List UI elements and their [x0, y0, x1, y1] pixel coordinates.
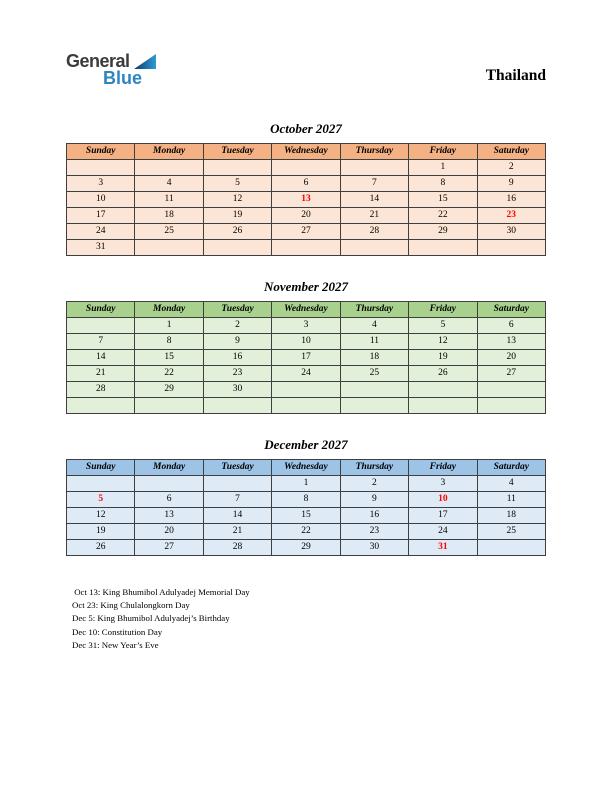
day-cell: 10 [272, 334, 340, 350]
day-cell: 15 [272, 508, 340, 524]
empty-cell [340, 160, 408, 176]
day-cell: 31 [67, 240, 135, 256]
empty-cell [203, 160, 271, 176]
month-title: December 2027 [264, 437, 348, 452]
day-cell: 18 [135, 208, 203, 224]
weekday-header-row [67, 302, 546, 318]
weekday-header: Thursday [340, 460, 408, 476]
logo-text-general: General [66, 51, 130, 71]
month-title: November 2027 [263, 279, 349, 294]
day-cell: 9 [203, 334, 271, 350]
day-cell: 16 [340, 508, 408, 524]
holiday-day-cell: 23 [477, 208, 545, 224]
day-cell: 29 [272, 540, 340, 556]
day-cell: 21 [203, 524, 271, 540]
day-cell: 22 [272, 524, 340, 540]
day-cell: 3 [67, 176, 135, 192]
day-cell: 1 [272, 476, 340, 492]
day-cell: 16 [203, 350, 271, 366]
months-container [66, 121, 546, 556]
weekday-header: Thursday [340, 144, 408, 160]
day-cell: 25 [135, 224, 203, 240]
day-cell: 22 [135, 366, 203, 382]
month-block [66, 121, 546, 256]
day-cell: 2 [203, 318, 271, 334]
day-cell: 3 [272, 318, 340, 334]
day-cell: 30 [203, 382, 271, 398]
day-cell: 8 [135, 334, 203, 350]
holiday-line: Oct 13: King Bhumibol Adulyadej Memorial Day [72, 587, 250, 597]
day-cell: 18 [340, 350, 408, 366]
day-cell: 19 [67, 524, 135, 540]
empty-cell [135, 476, 203, 492]
day-cell: 11 [477, 492, 545, 508]
week-row [67, 350, 546, 366]
day-cell: 4 [477, 476, 545, 492]
holiday-line: Dec 10: Constitution Day [72, 626, 163, 637]
empty-cell [135, 398, 203, 414]
day-cell: 4 [340, 318, 408, 334]
empty-cell [340, 398, 408, 414]
day-cell: 17 [409, 508, 477, 524]
day-cell: 22 [409, 208, 477, 224]
month-title: October 2027 [270, 121, 342, 136]
day-cell: 24 [67, 224, 135, 240]
day-cell: 25 [340, 366, 408, 382]
empty-cell [135, 160, 203, 176]
day-cell: 2 [477, 160, 545, 176]
day-cell: 26 [67, 540, 135, 556]
month-block [66, 279, 546, 414]
day-cell: 24 [272, 366, 340, 382]
week-row [67, 476, 546, 492]
weekday-header: Monday [135, 302, 203, 318]
week-row [67, 524, 546, 540]
weekday-header: Friday [409, 144, 477, 160]
day-cell: 24 [409, 524, 477, 540]
month-table [66, 143, 546, 256]
empty-cell [272, 398, 340, 414]
day-cell: 28 [203, 540, 271, 556]
empty-cell [67, 318, 135, 334]
weekday-header: Sunday [67, 144, 135, 160]
day-cell: 19 [203, 208, 271, 224]
holiday-line: Dec 5: King Bhumibol Adulyadej’s Birthday [72, 613, 230, 624]
week-row [67, 334, 546, 350]
day-cell: 17 [67, 208, 135, 224]
day-cell: 27 [477, 366, 545, 382]
weekday-header: Saturday [477, 460, 545, 476]
day-cell: 2 [340, 476, 408, 492]
weekday-header: Tuesday [203, 144, 271, 160]
page-header [66, 52, 546, 98]
day-cell: 18 [477, 508, 545, 524]
day-cell: 11 [340, 334, 408, 350]
weekday-header: Thursday [340, 302, 408, 318]
weekday-header: Wednesday [272, 460, 340, 476]
weekday-header: Monday [135, 144, 203, 160]
day-cell: 17 [272, 350, 340, 366]
week-row [67, 208, 546, 224]
empty-cell [203, 398, 271, 414]
holiday-line: Dec 31: New Year’s Eve [72, 639, 159, 650]
empty-cell [477, 398, 545, 414]
weekday-header: Sunday [67, 302, 135, 318]
empty-cell [272, 160, 340, 176]
weekday-header: Saturday [477, 302, 545, 318]
day-cell: 8 [272, 492, 340, 508]
day-cell: 26 [203, 224, 271, 240]
day-cell: 13 [135, 508, 203, 524]
day-cell: 5 [203, 176, 271, 192]
holiday-day-cell: 31 [409, 540, 477, 556]
day-cell: 19 [409, 350, 477, 366]
week-row [67, 508, 546, 524]
day-cell: 1 [409, 160, 477, 176]
month-table [66, 301, 546, 414]
empty-cell [409, 398, 477, 414]
weekday-header: Tuesday [203, 302, 271, 318]
day-cell: 1 [135, 318, 203, 334]
empty-cell [409, 240, 477, 256]
week-row [67, 224, 546, 240]
weekday-header: Friday [409, 302, 477, 318]
weekday-header-row [67, 144, 546, 160]
day-cell: 23 [203, 366, 271, 382]
week-row [67, 318, 546, 334]
empty-cell [203, 476, 271, 492]
holiday-day-cell: 10 [409, 492, 477, 508]
day-cell: 21 [340, 208, 408, 224]
day-cell: 20 [135, 524, 203, 540]
weekday-header: Wednesday [272, 302, 340, 318]
week-row [67, 382, 546, 398]
day-cell: 20 [477, 350, 545, 366]
day-cell: 12 [67, 508, 135, 524]
week-row [67, 240, 546, 256]
week-row [67, 366, 546, 382]
day-cell: 4 [135, 176, 203, 192]
day-cell: 16 [477, 192, 545, 208]
empty-cell [340, 382, 408, 398]
empty-cell [135, 240, 203, 256]
day-cell: 30 [340, 540, 408, 556]
day-cell: 7 [340, 176, 408, 192]
weekday-header: Tuesday [203, 460, 271, 476]
day-cell: 23 [340, 524, 408, 540]
day-cell: 27 [135, 540, 203, 556]
day-cell: 11 [135, 192, 203, 208]
day-cell: 13 [477, 334, 545, 350]
day-cell: 7 [203, 492, 271, 508]
day-cell: 29 [409, 224, 477, 240]
day-cell: 12 [203, 192, 271, 208]
day-cell: 9 [340, 492, 408, 508]
empty-cell [203, 240, 271, 256]
day-cell: 29 [135, 382, 203, 398]
weekday-header: Sunday [67, 460, 135, 476]
holiday-list [72, 586, 546, 652]
day-cell: 6 [135, 492, 203, 508]
day-cell: 26 [409, 366, 477, 382]
day-cell: 5 [409, 318, 477, 334]
day-cell: 6 [272, 176, 340, 192]
day-cell: 15 [409, 192, 477, 208]
day-cell: 30 [477, 224, 545, 240]
day-cell: 12 [409, 334, 477, 350]
week-row [67, 192, 546, 208]
day-cell: 10 [67, 192, 135, 208]
week-row [67, 176, 546, 192]
week-row [67, 398, 546, 414]
empty-cell [272, 382, 340, 398]
day-cell: 6 [477, 318, 545, 334]
empty-cell [477, 240, 545, 256]
empty-cell [67, 160, 135, 176]
day-cell: 27 [272, 224, 340, 240]
holiday-line: Oct 23: King Chulalongkorn Day [72, 600, 190, 611]
week-row [67, 540, 546, 556]
empty-cell [477, 540, 545, 556]
empty-cell [272, 240, 340, 256]
general-blue-logo [66, 52, 157, 87]
day-cell: 14 [340, 192, 408, 208]
empty-cell [477, 382, 545, 398]
weekday-header-row [67, 460, 546, 476]
weekday-header: Saturday [477, 144, 545, 160]
empty-cell [67, 476, 135, 492]
day-cell: 25 [477, 524, 545, 540]
month-block [66, 437, 546, 556]
week-row [67, 160, 546, 176]
day-cell: 20 [272, 208, 340, 224]
day-cell: 7 [67, 334, 135, 350]
day-cell: 28 [67, 382, 135, 398]
logo-text-blue: Blue [103, 68, 143, 88]
day-cell: 15 [135, 350, 203, 366]
day-cell: 14 [67, 350, 135, 366]
day-cell: 8 [409, 176, 477, 192]
weekday-header: Wednesday [272, 144, 340, 160]
empty-cell [67, 398, 135, 414]
empty-cell [409, 382, 477, 398]
day-cell: 28 [340, 224, 408, 240]
weekday-header: Friday [409, 460, 477, 476]
day-cell: 9 [477, 176, 545, 192]
day-cell: 3 [409, 476, 477, 492]
holiday-day-cell: 13 [272, 192, 340, 208]
empty-cell [340, 240, 408, 256]
holiday-day-cell: 5 [67, 492, 135, 508]
week-row [67, 492, 546, 508]
month-table [66, 459, 546, 556]
day-cell: 14 [203, 508, 271, 524]
day-cell: 21 [67, 366, 135, 382]
country-title: Thailand [485, 67, 546, 84]
weekday-header: Monday [135, 460, 203, 476]
